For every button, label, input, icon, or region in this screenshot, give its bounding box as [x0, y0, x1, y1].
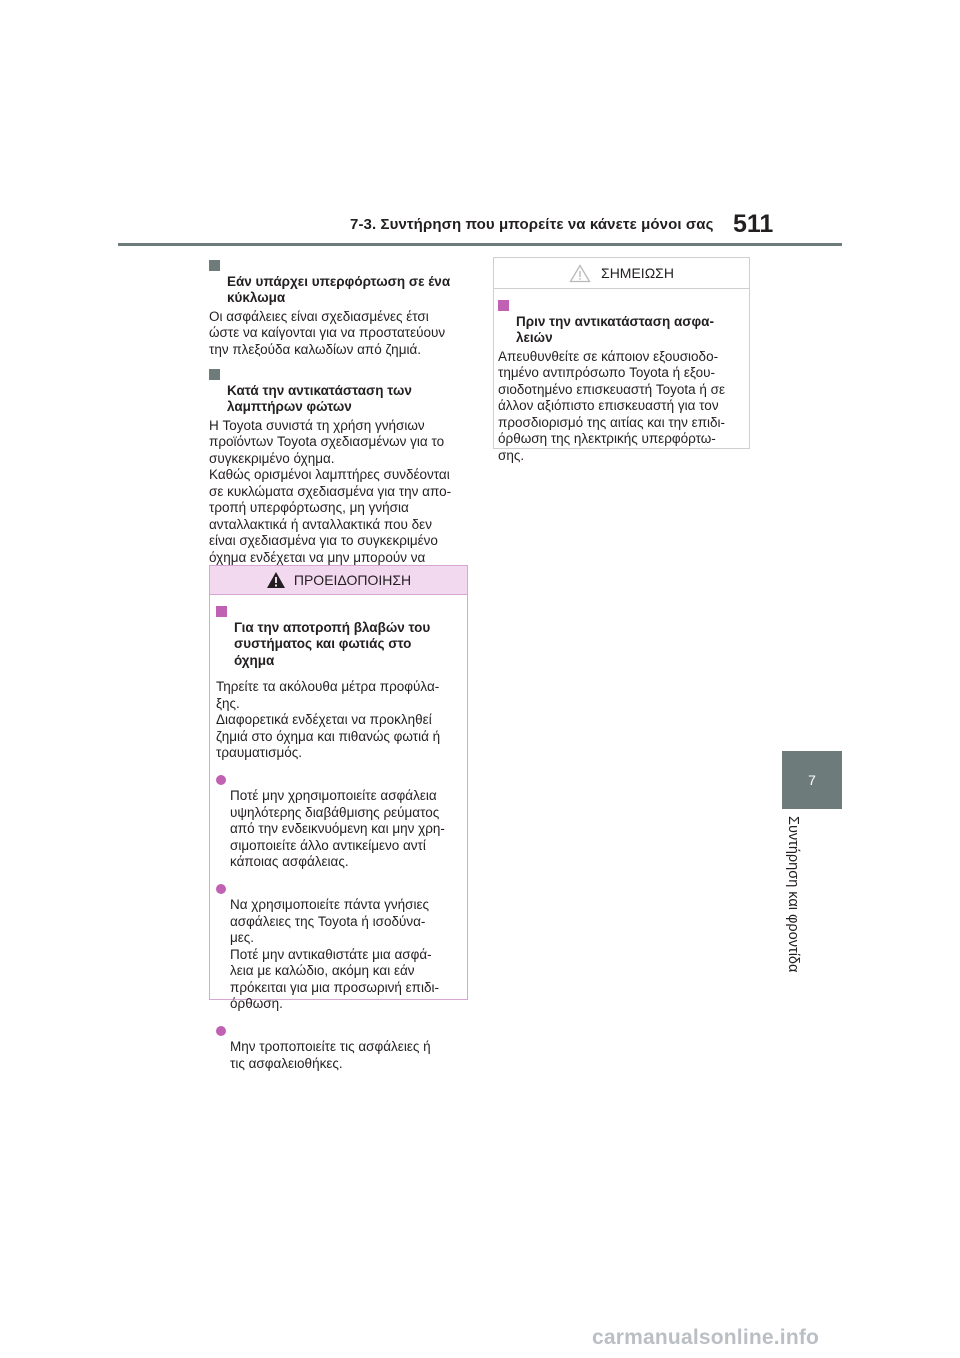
chapter-side-title	[778, 816, 808, 991]
watermark: carmanualsonline.info	[592, 1326, 820, 1349]
notice-title: ΣΗΜΕΙΩΣΗ	[601, 264, 674, 281]
left-column	[209, 255, 471, 591]
section-text: Οι ασφάλειες είναι σχεδιασμένες έτσι ώστε να καίγονται για να προστατεύουν την πλεξούδα καλωδίων από ζημιά.	[209, 308, 446, 357]
section-bulbs	[209, 366, 471, 583]
square-bullet-icon	[216, 606, 227, 617]
chapter-number: 7	[808, 772, 816, 788]
square-bullet-icon	[498, 300, 509, 311]
section-overload	[209, 257, 471, 358]
chapter-tab[interactable]	[782, 751, 842, 809]
warning-text: Τηρείτε τα ακόλουθα μέτρα προφύλα- ξης. Διαφορετικά ενδέχεται να προκληθεί ζημιά στο όχημα και πιθανώς φωτιά ή τραυματισμός.	[216, 679, 441, 760]
notice-header	[494, 258, 749, 289]
page-number: 511	[733, 210, 774, 238]
warning-bullet: Να χρησιμοποιείτε πάντα γνήσιες ασφάλειες της Toyota ή ισοδύνα- μες. Ποτέ μην αντικαθιστάτε μια ασφά- λεια με καλώδιο, ακόμη και εάν πρόκειται για μια προσωρινή επιδι- όρθωση.	[216, 881, 461, 1013]
section-heading: Κατά την αντικατάσταση των λαμπτήρων φώτων	[209, 366, 471, 416]
caution-outline-icon	[569, 264, 591, 283]
warning-title: ΠΡΟΕΙΔΟΠΟΙΗΣΗ	[293, 571, 412, 588]
warning-body	[210, 595, 467, 1072]
round-bullet-icon	[216, 775, 226, 785]
notice-text: Απευθυνθείτε σε κάποιον εξουσιοδο- τημένο αντιπρόσωπο Toyota ή εξου- σιοδοτημένο επισκευαστή Toyota ή σε άλλον αξιόπιστο επισκευαστή για τον προσδιορισμό της αιτίας και την επιδι- όρθωση της ηλεκτρικής υπερφόρτω- σης.	[498, 348, 726, 463]
header-divider	[118, 243, 842, 246]
chapter-title: Συντήρηση και φροντίδα	[785, 816, 801, 973]
square-bullet-icon	[209, 260, 220, 271]
warning-heading: Για την αποτροπή βλαβών του συστήματος και φωτιάς στο όχημα	[216, 603, 461, 669]
square-bullet-icon	[209, 369, 220, 380]
warning-bullet: Μην τροποποιείτε τις ασφάλειες ή τις ασφαλειοθήκες.	[216, 1023, 461, 1073]
round-bullet-icon	[216, 1026, 226, 1036]
section-text: Η Toyota συνιστά τη χρήση γνήσιων προϊόντων Toyota σχεδιασμένων για το συγκεκριμένο όχημα. Καθώς ορισμένοι λαμπτήρες συνδέονται σε κυκλώματα σχεδιασμένα για την απο- τροπή υπερφόρτωσης, μη γνήσια ανταλλακτικά ή ανταλλακτικά που δεν είναι σχεδιασμένα για το συγκεκριμένο όχημα ενδέχεται να μην μπορούν να	[209, 417, 452, 565]
round-bullet-icon	[216, 884, 226, 894]
notice-body	[494, 289, 749, 464]
warning-header	[210, 566, 467, 595]
section-title: 7-3. Συντήρηση που μπορείτε να κάνετε μόνοι σας	[350, 216, 714, 233]
section-heading: Εάν υπάρχει υπερφόρτωση σε ένα κύκλωμα	[209, 257, 471, 307]
warning-triangle-icon	[266, 571, 286, 589]
warning-bullet: Ποτέ μην χρησιμοποιείτε ασφάλεια υψηλότερης διαβάθμισης ρεύματος από την ενδεικνυόμενη και μην χρη- σιμοποιείτε άλλο αντικείμενο αντί κάποιας ασφάλειας.	[216, 772, 461, 871]
notice-box	[493, 257, 750, 463]
notice-heading: Πριν την αντικατάσταση ασφα- λειών	[498, 297, 745, 347]
warning-box	[209, 565, 468, 1071]
